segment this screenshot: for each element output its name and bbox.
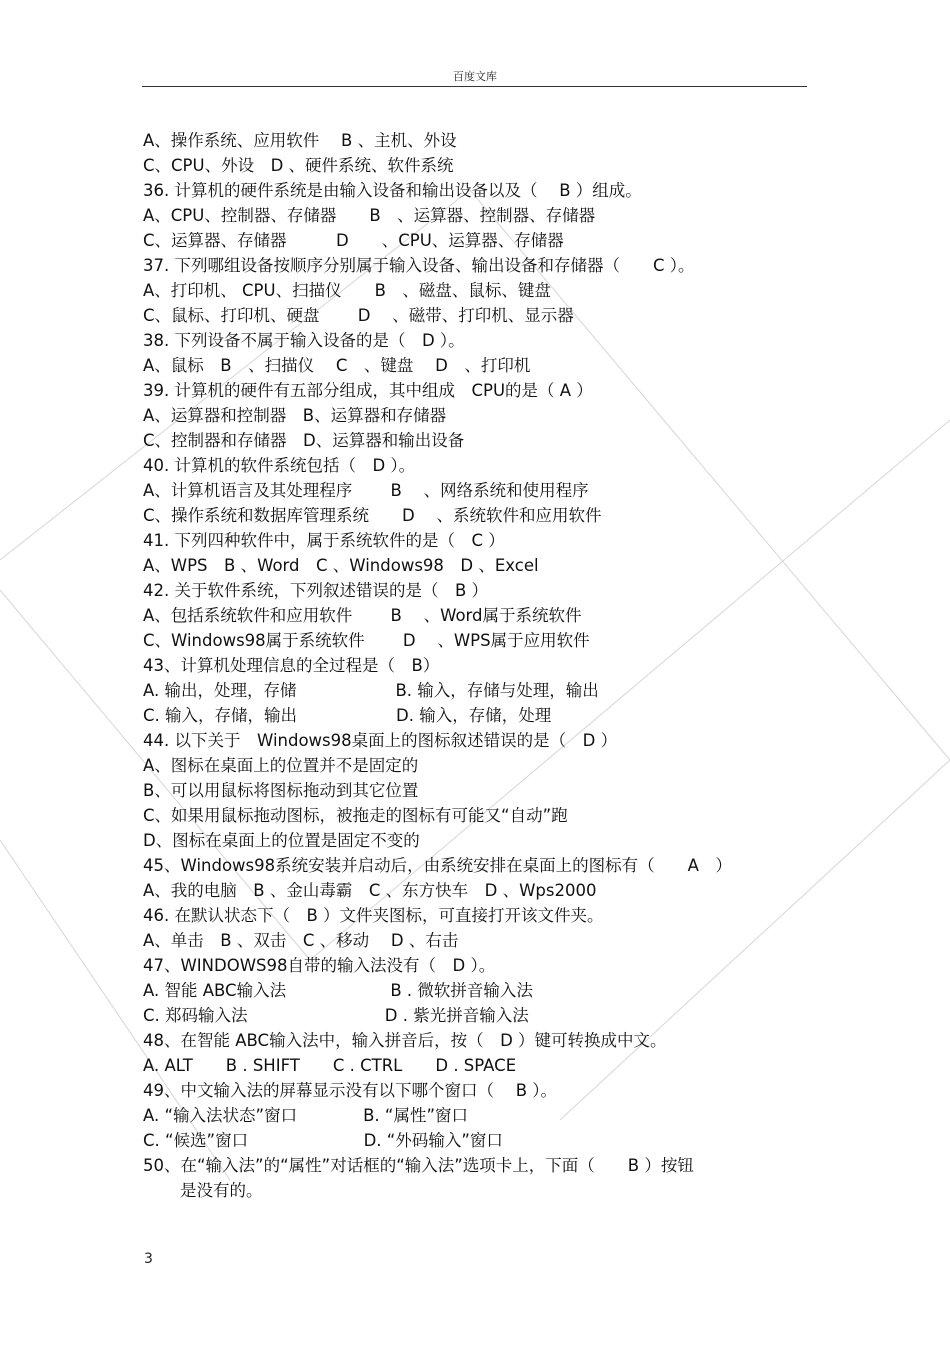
answer-option-line: A、计算机语言及其处理程序 B 、网络系统和使用程序 — [143, 481, 589, 500]
answer-option-line: C、运算器、存储器 D 、CPU、运算器、存储器 — [143, 231, 564, 250]
question-line: 42. 关于软件系统，下列叙述错误的是（ B ） — [143, 581, 489, 600]
answer-option-line: A. ALT B . SHIFT C . CTRL D . SPACE — [143, 1056, 517, 1075]
question-line: 49、中文输入法的屏幕显示没有以下哪个窗口（ B ）。 — [143, 1081, 558, 1100]
answer-option-line: A. 输出，处理，存储 B. 输入，存储与处理，输出 — [143, 681, 599, 700]
question-line: 38. 下列设备不属于输入设备的是（ D ）。 — [143, 331, 465, 350]
answer-option-line: B、可以用鼠标将图标拖动到其它位置 — [143, 781, 419, 800]
question-list — [143, 128, 813, 1203]
answer-option-line: A、运算器和控制器 B、运算器和存储器 — [143, 406, 447, 425]
question-line: 36. 计算机的硬件系统是由输入设备和输出设备以及（ B ）组成。 — [143, 181, 642, 200]
answer-option-line: A. “输入法状态”窗口 B. “属性”窗口 — [143, 1106, 468, 1125]
answer-option-line: A、包括系统软件和应用软件 B 、Word属于系统软件 — [143, 606, 582, 625]
answer-option-line: C、如果用鼠标拖动图标，被拖走的图标有可能又“自动”跑 — [143, 806, 568, 825]
answer-option-line: C. “候选”窗口 D. “外码输入”窗口 — [143, 1131, 503, 1150]
answer-option-line: C. 郑码输入法 D . 紫光拼音输入法 — [143, 1006, 529, 1025]
question-continuation-line: 是没有的。 — [180, 1181, 263, 1200]
answer-option-line: A、图标在桌面上的位置并不是固定的 — [143, 756, 419, 775]
answer-option-line: A、CPU、控制器、存储器 B 、运算器、控制器、存储器 — [143, 206, 596, 225]
question-line: 50、在“输入法”的“属性”对话框的“输入法”选项卡上，下面（ B ）按钮 — [143, 1156, 694, 1175]
answer-option-line: D、图标在桌面上的位置是固定不变的 — [143, 831, 420, 850]
answer-option-line: A、打印机、 CPU、扫描仪 B 、磁盘、鼠标、键盘 — [143, 281, 551, 300]
question-line: 45、Windows98系统安装并启动后，由系统安排在桌面上的图标有（ A ） — [143, 856, 732, 875]
question-line: 46. 在默认状态下（ B ）文件夹图标，可直接打开该文件夹。 — [143, 906, 604, 925]
answer-option-line: A. 智能 ABC输入法 B . 微软拼音输入法 — [143, 981, 533, 1000]
answer-option-line: A、操作系统、应用软件 B 、主机、外设 — [143, 131, 457, 150]
question-line: 39. 计算机的硬件有五部分组成，其中组成 CPU的是（ A ） — [143, 381, 593, 400]
question-line: 47、WINDOWS98自带的输入法没有（ D ）。 — [143, 956, 496, 975]
answer-option-line: A、我的电脑 B 、金山毒霸 C 、东方快车 D 、Wps2000 — [143, 881, 597, 900]
answer-option-line: C、CPU、外设 D 、硬件系统、软件系统 — [143, 156, 454, 175]
answer-option-line: C、Windows98属于系统软件 D 、WPS属于应用软件 — [143, 631, 590, 650]
question-line: 44. 以下关于 Windows98桌面上的图标叙述错误的是（ D ） — [143, 731, 618, 750]
answer-option-line: A、WPS B 、Word C 、Windows98 D 、Excel — [143, 556, 539, 575]
answer-option-line: C、控制器和存储器 D、运算器和输出设备 — [143, 431, 465, 450]
question-line: 43、计算机处理信息的全过程是（ B） — [143, 656, 440, 675]
question-line: 40. 计算机的软件系统包括（ D ）。 — [143, 456, 416, 475]
answer-option-line: A、单击 B 、双击 C 、移动 D 、右击 — [143, 931, 459, 950]
answer-option-line: C、鼠标、打印机、硬盘 D 、磁带、打印机、显示器 — [143, 306, 574, 325]
header-divider — [142, 86, 807, 87]
question-line: 37. 下列哪组设备按顺序分别属于输入设备、输出设备和存储器（ C ）。 — [143, 256, 695, 275]
answer-option-line: A、鼠标 B 、扫描仪 C 、键盘 D 、打印机 — [143, 356, 531, 375]
page-number: 3 — [144, 1251, 153, 1267]
answer-option-line: C. 输入，存储，输出 D. 输入，存储，处理 — [143, 706, 552, 725]
question-line: 41. 下列四种软件中，属于系统软件的是（ C ） — [143, 531, 505, 550]
answer-option-line: C、操作系统和数据库管理系统 D 、系统软件和应用软件 — [143, 506, 602, 525]
page-header-title: 百度文库 — [453, 70, 497, 83]
question-line: 48、在智能 ABC输入法中，输入拼音后，按（ D ）键可转换成中文。 — [143, 1031, 667, 1050]
